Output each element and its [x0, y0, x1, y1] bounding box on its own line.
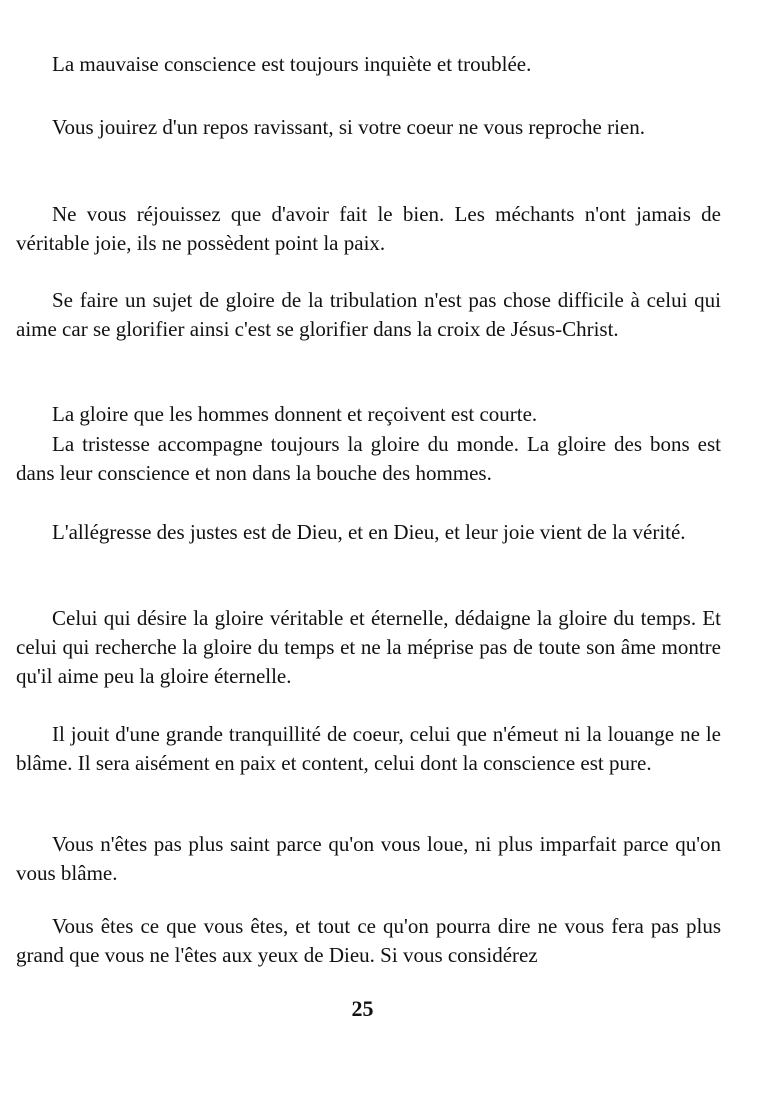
paragraph-9: Il jouit d'une grande tranquillité de coeur, celui que n'émeut ni la louange ne le blâme. Il sera aisément en paix et content, celui dont la conscience est pure. — [16, 722, 721, 775]
paragraph-5: La gloire que les hommes donnent et reçoivent est courte. — [52, 402, 538, 426]
paragraph-11: Vous êtes ce que vous êtes, et tout ce qu'on pourra dire ne vous fera pas plus grand que vous ne l'êtes aux yeux de Dieu. Si vous considérez — [16, 914, 721, 967]
paragraph-7: L'allégresse des justes est de Dieu, et en Dieu, et leur joie vient de la vérité. — [52, 520, 686, 544]
paragraph-3: Ne vous réjouissez que d'avoir fait le bien. Les méchants n'ont jamais de véritable joie, ils ne possèdent point la paix. — [16, 202, 721, 255]
paragraph-2: Vous jouirez d'un repos ravissant, si votre coeur ne vous reproche rien. — [52, 115, 645, 139]
paragraph-6: La tristesse accompagne toujours la gloire du monde. La gloire des bons est dans leur conscience et non dans la bouche des hommes. — [16, 432, 721, 485]
paragraph-10: Vous n'êtes pas plus saint parce qu'on vous loue, ni plus imparfait parce qu'on vous blâme. — [16, 832, 721, 885]
paragraph-1: La mauvaise conscience est toujours inquiète et troublée. — [52, 52, 532, 76]
paragraph-4: Se faire un sujet de gloire de la tribulation n'est pas chose difficile à celui qui aime car se glorifier ainsi c'est se glorifier dans la croix de Jésus-Christ. — [16, 288, 721, 341]
page-number: 25 — [351, 996, 374, 1021]
paragraph-8: Celui qui désire la gloire véritable et éternelle, dédaigne la gloire du temps. Et celui qui recherche la gloire du temps et ne la méprise pas de toute son âme montre qu'il aime peu la gloire éternelle. — [16, 606, 721, 688]
